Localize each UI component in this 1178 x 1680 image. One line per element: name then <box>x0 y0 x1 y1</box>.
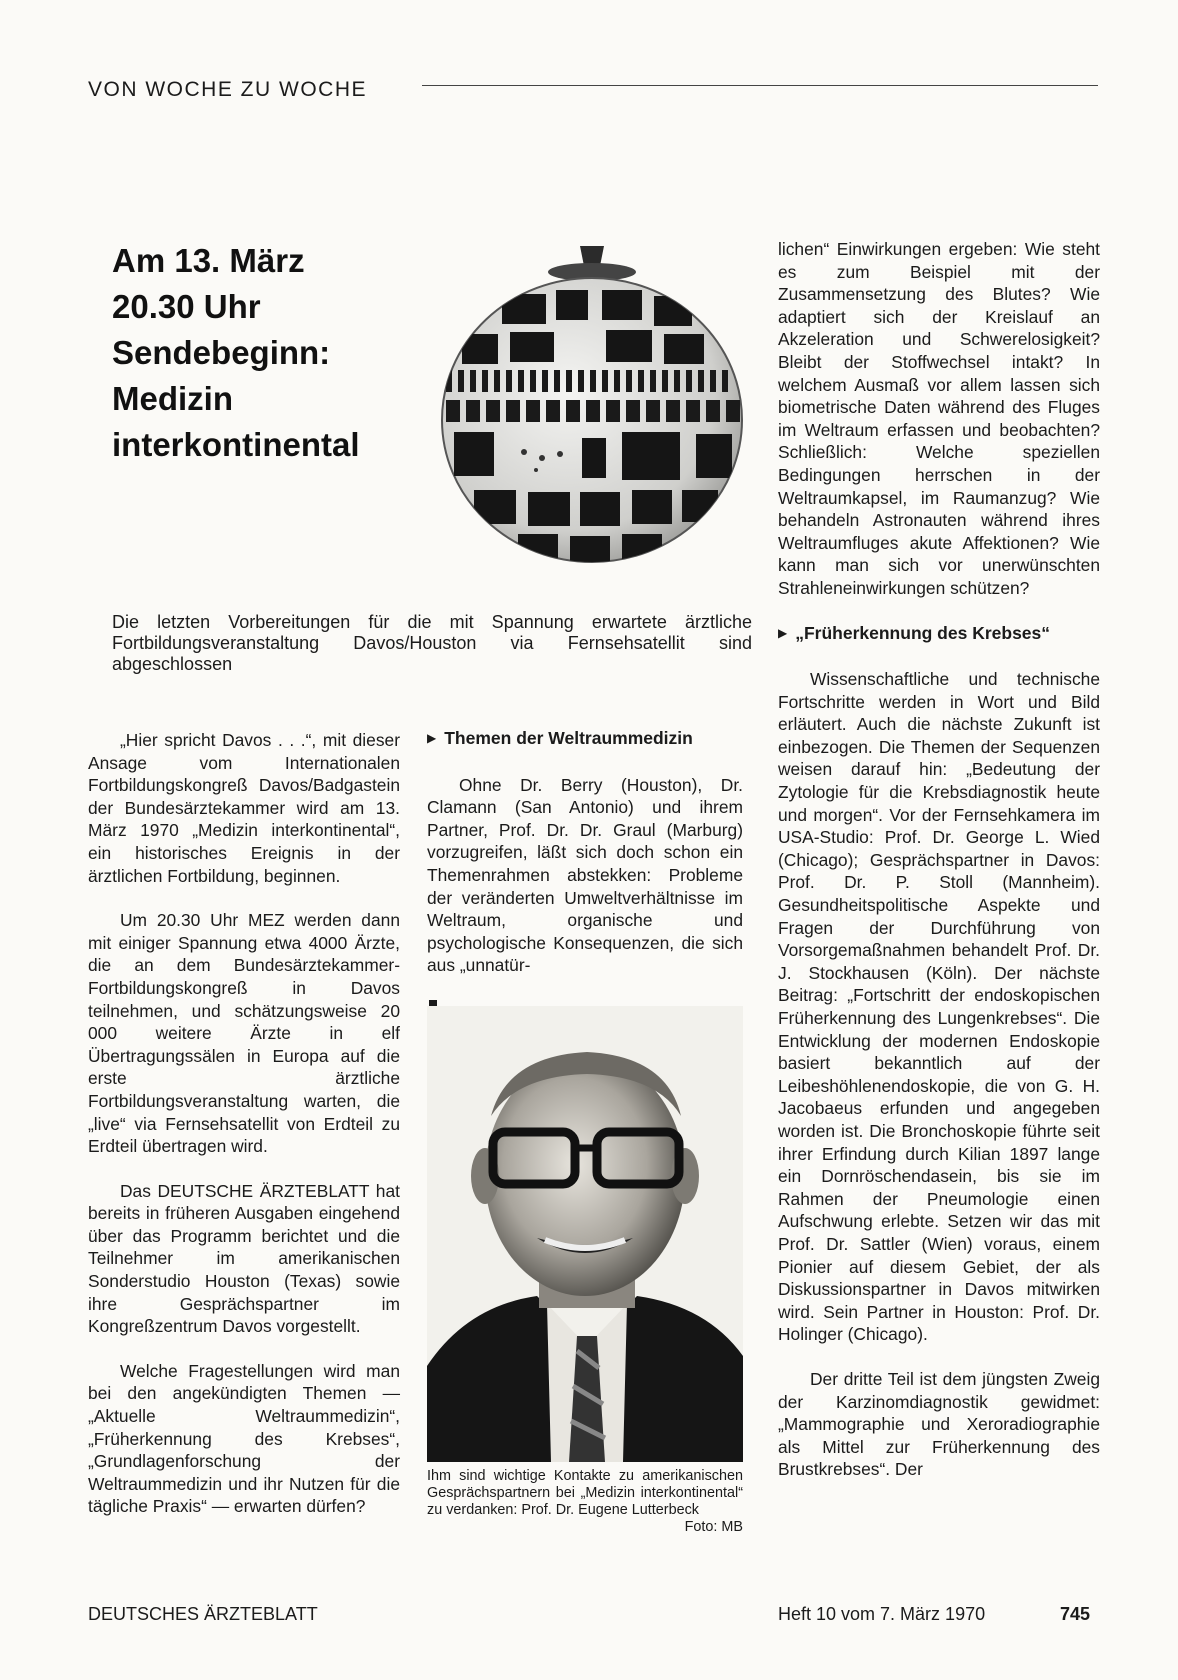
subhead-text: „Früherkennung des Krebses“ <box>795 622 1051 643</box>
section-header: VON WOCHE ZU WOCHE <box>88 78 367 101</box>
subhead-text: Themen der Weltraummedizin <box>444 728 693 748</box>
headline-line: Medizin <box>112 380 233 417</box>
headline-line: Sendebeginn: <box>112 334 331 371</box>
paragraph: Der dritte Teil ist dem jüngsten Zweig der Karzinomdiagnostik gewidmet: „Mammographie und Xeroradiographie als Mittel zur Früherkennung des Brustkrebses“. Der <box>778 1368 1100 1480</box>
paragraph: „Hier spricht Davos . . .“, mit dieser Ansage vom Internationalen Fortbildungskongreß Davos/Badgastein der Bundesärztekammer wird am 13. März 1970 „Medizin interkontinental“, ein historisches Ereignis in der ärztlichen Fortbildung, beginnen. <box>88 730 400 886</box>
photo-credit: Foto: MB <box>684 1519 743 1535</box>
column-middle <box>427 727 743 999</box>
photo-caption <box>427 1468 743 1536</box>
article-headline <box>112 238 452 468</box>
portrait-photo <box>427 1006 743 1462</box>
caption-text: Ihm sind wichtige Kontakte zu amerikanischen Gesprächspartnern bei „Medizin interkontinental“ zu verdanken: Prof. Dr. Eugene Lutterbeck <box>427 1468 743 1518</box>
page-number: 745 <box>1060 1604 1091 1624</box>
paragraph: Wissenschaftliche und technische Fortschritte werden in Wort und Bild erläutert. Auch die nächste Zukunft ist einbezogen. Die Themen der Sequenzen weisen darauf hin: „Bedeutung der Zytologie für die Krebsdiagnostik heute und morgen“. Vor der Fernsehkamera im USA-Studio: Prof. Dr. George L. Wied (Chicago); Gesprächspartner in Davos: Prof. Dr. P. Stoll (Mannheim). Gesundheitspolitische Aspekte und Fragen der Durchführung von Vorsorgemaßnahmen behandelt Prof. Dr. J. Stockhausen (Köln). Der nächste Beitrag: „Fortschritt der endoskopischen Früherkennung des Lungenkrebses“. Die Entwicklung der modernen Endoskopie basiert bekanntlich auf der Leibeshöhlenendoskopie, die von G. H. Jacobaeus erfunden und angegeben worden ist. Die Bronchoskopie führte seit ihrer Erfindung durch Kilian 1897 lange ein Dornröschendasein, bis sie im Rahmen der Pneumologie einen Aufschwung erlebte. Setzen wir das mit Prof. Dr. Sattler (Wien) voraus, einem Pionier auf diesem Gebiet, der als Diskussionspartner in Davos mitwirken wird. Sein Partner in Houston: Prof. Dr. Holinger (Chicago). <box>778 669 1100 1345</box>
satellite-image <box>432 242 754 574</box>
paragraph: lichen“ Einwirkungen ergeben: Wie steht es zum Beispiel mit der Zusammensetzung des Blutes? Wie adaptiert sich der Kreislauf an Akzeleration und Schwerelosigkeit? Bleibt der Stoffwechsel intakt? In welchem Ausmaß vor allem lassen sich biometrische Daten während des Fluges im Weltraum erfassen und beobachten? Schließlich: Welche speziellen Bedingungen herrschen in der Weltraumkapsel, im Raumanzug? Wie behandeln Astronauten während ihres Weltraumfluges akute Affektionen? Wie kann man sich vor unerwünschten Strahleneinwirkungen schützen? <box>778 239 1100 598</box>
paragraph: Das DEUTSCHE ÄRZTEBLATT hat bereits in früheren Ausgaben eingehend über das Programm berichtet und die Teilnehmer im amerikanischen Sonderstudio Houston (Texas) sowie ihre Gesprächspartner im Kongreßzentrum Davos vorgestellt. <box>88 1180 400 1337</box>
header-rule <box>422 85 1098 86</box>
headline-line: Am 13. März <box>112 242 305 279</box>
paragraph: Welche Fragestellungen wird man bei den angekündigten Themen — „Aktuelle Weltraummedizin“, „Früherkennung des Krebses“, „Grundlagenforschung der Weltraummedizin und ihr Nutzen für die tägliche Praxis“ — erwarten dürfen? <box>88 1360 400 1517</box>
subhead <box>427 727 743 752</box>
paragraph: Um 20.30 Uhr MEZ werden dann mit einiger Spannung etwa 4000 Ärzte, die an dem Bundesärztekammer-Fortbildungskongreß in Davos teilnehmen, und schätzungsweise 20 000 weitere Ärzte in elf Übertragungssälen in Europa auf die erste ärztliche Fortbildungsveranstaltung warten, die „live“ via Fernsehsatellit von Erdteil zu Erdteil übertragen wird. <box>88 910 400 1157</box>
column-left <box>88 729 400 1540</box>
paragraph: Ohne Dr. Berry (Houston), Dr. Clamann (San Antonio) und ihrem Partner, Prof. Dr. Dr. Graul (Marburg) vorzugreifen, läßt sich doch schon ein Themenrahmen abstekken: Probleme der veränderten Umweltverhältnisse im Weltraum, organische und psychologische Konsequenzen, die sich aus „unnatür- <box>427 774 743 976</box>
subhead <box>778 622 1100 647</box>
headline-line: interkontinental <box>112 426 360 463</box>
headline-line: 20.30 Uhr <box>112 288 261 325</box>
arrow-right-icon: ▶ <box>427 731 437 745</box>
arrow-right-icon: ▶ <box>778 625 788 640</box>
footer-issue: Heft 10 vom 7. März 1970 <box>778 1604 986 1624</box>
footer-publication: DEUTSCHES ÄRZTEBLATT <box>88 1604 318 1624</box>
column-right <box>778 238 1100 1503</box>
lead-paragraph: Die letzten Vorbereitungen für die mit Spannung erwartete ärztliche Fortbildungsveranstaltung Davos/Houston via Fernsehsatellit sind abgeschlossen <box>112 612 752 674</box>
